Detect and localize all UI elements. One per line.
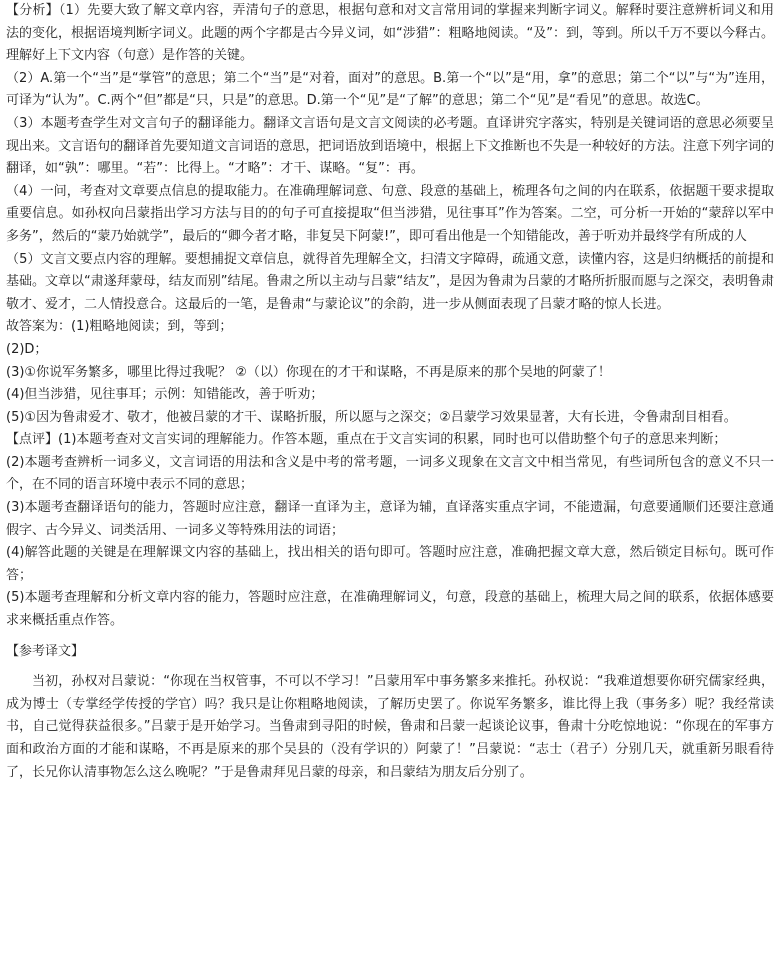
analysis-paragraph-5: （5）文言文要点内容的理解。要想捕捉文章信息，就得首先理解全文，扫清文字障碍，疏通文意，读懂内容，这是归纳概括的前提和基础。文章以“肃遂拜蒙母，结友而别”结尾。鲁肃之所以主动与吕蒙“结友”，是因为鲁肃为吕蒙的才略所折服而愿与之深交，表明鲁肃敬才、爱才，二人情投意合。这最后的一笔，是鲁肃“与蒙论议”的余韵，进一步从侧面表现了吕蒙才略的惊人长进。 [6,251,774,312]
comment-label: 【点评】 [6,432,59,448]
section-spacer [6,633,774,641]
analysis-paragraph-1 [6,0,774,68]
comment-paragraph-2: (2)本题考查辨析一词多义，文言词语的用法和含义是中考的常考题，一词多义现象在文言文中相当常见，有些词所包含的意义不只一个，在不同的语言环境中表示不同的意思； [6,454,774,493]
comment-text-1: (1)本题考查对文言实词的理解能力。作答本题，重点在于文言实词的积累，同时也可以借助整个句子的意思来判断； [58,432,727,448]
answer-item-5: (5)①因为鲁肃爱才、敬才，他被吕蒙的才干、谋略折服，所以愿与之深交；②吕蒙学习效果显著，大有长进，令鲁肃刮目相看。 [6,409,737,425]
answer-intro: 故答案为：(1)粗略地阅读；到，等到； [6,319,233,335]
comment-paragraph-4: (4)解答此题的关键是在理解课文内容的基础上，找出相关的语句即可。答题时应注意，准确把握文章大意，然后锁定目标句。既可作答； [6,545,774,583]
analysis-label: 【分析】 [6,3,59,18]
comment-paragraph-1 [6,429,774,452]
answer-item-3: (3)①你说军务繁多，哪里比得过我呢？ ②（以）你现在的才干和谋略，不再是原来的那个吴地的阿蒙了！ [6,364,611,380]
answer-item-4: (4)但当涉猎，见往事耳；示例：知错能改，善于听劝； [6,387,324,403]
analysis-paragraph-3: （3）本题考查学生对文言句子的翻译能力。翻译文言语句是文言文阅读的必考题。直译讲究字落实，特别是关键词语的意思必须要呈现出来。文言语句的翻译首先要知道文言词语的意思，把词语放到语境中，根据上下文推断也不失是一种较好的方法。注意下列字词的翻译，如“孰”：哪里。“若”：比得上。“才略”：才干、谋略。“复”：再。 [6,115,774,177]
translation-label: 【参考译文】 [6,643,85,659]
section-spacer-2 [6,663,774,671]
analysis-text-1: （1）先要大致了解文章内容，弄清句子的意思，根据句意和对文言常用词的掌握来判断字词义。解释时要注意辨析词义和用法的变化，根据语境判断字词义。此题的两个字都是古今异义词，如“涉猎”：粗略地阅读。“及”：到，等到。所以千万不要以今释古。理解好上下文内容（句意）是作答的关键。 [6,3,774,64]
comment-paragraph-3: (3)本题考查翻译语句的能力，答题时应注意，翻译一直译为主，意译为辅，直译落实重点字词，不能遗漏，句意要通顺们还要注意通假字、古今异义、词类活用、一词多义等特殊用法的词语； [6,500,774,538]
translation-text: 当初，孙权对吕蒙说：“你现在当权管事，不可以不学习！”吕蒙用军中事务繁多来推托。孙权说：“我难道想要你研究儒家经典，成为博士（专掌经学传授的学官）吗？我只是让你粗略地阅读，了解历史罢了。你说军务繁多，谁比得上我（事务多）呢？我经常读书，自己觉得获益很多。”吕蒙于是开始学习。当鲁肃到寻阳的时候，鲁肃和吕蒙一起谈论议事，鲁肃十分吃惊地说：“你现在的军事方面和政治方面的才能和谋略，不再是原来的那个吴县的（没有学识的）阿蒙了！”吕蒙说：“志士（君子）分别几天，就重新另眼看待了，长兄你认清事物怎么这么晚呢？”于是鲁肃拜见吕蒙的母亲，和吕蒙结为朋友后分别了。 [6,674,774,780]
analysis-paragraph-4: （4）一问，考查对文章要点信息的提取能力。在准确理解词意、句意、段意的基础上，梳理各句之间的内在联系，依据题干要求提取重要信息。如孙权向吕蒙指出学习方法与目的的句子可直接提取“但当涉猎，见往事耳”作为答案。二空，可分析一开始的“蒙辞以军中多务”，然后的“蒙乃始就学”，最后的“卿今者才略，非复吴下阿蒙!”，即可看出他是一个知错能改，善于听劝并最终学有所成的人 [6,183,774,244]
comment-paragraph-5: (5)本题考查理解和分析文章内容的能力，答题时应注意，在准确理解词义，句意，段意的基础上，梳理大局之间的联系，依据体感要求来概括重点作答。 [6,590,774,629]
analysis-paragraph-2: （2）A.第一个“当”是“掌管”的意思；第二个“当”是“对着，面对”的意思。B.第一个“以”是“用，拿”的意思；第二个“以”与“为”连用，可译为“认为”。C.两个“但”都是“只，只是”的意思。D.第一个“见”是“了解”的意思；第二个“见”是“看见”的意思。故选C。 [6,70,774,109]
answer-item-2: (2)D； [6,341,48,357]
answer-section [6,316,774,429]
